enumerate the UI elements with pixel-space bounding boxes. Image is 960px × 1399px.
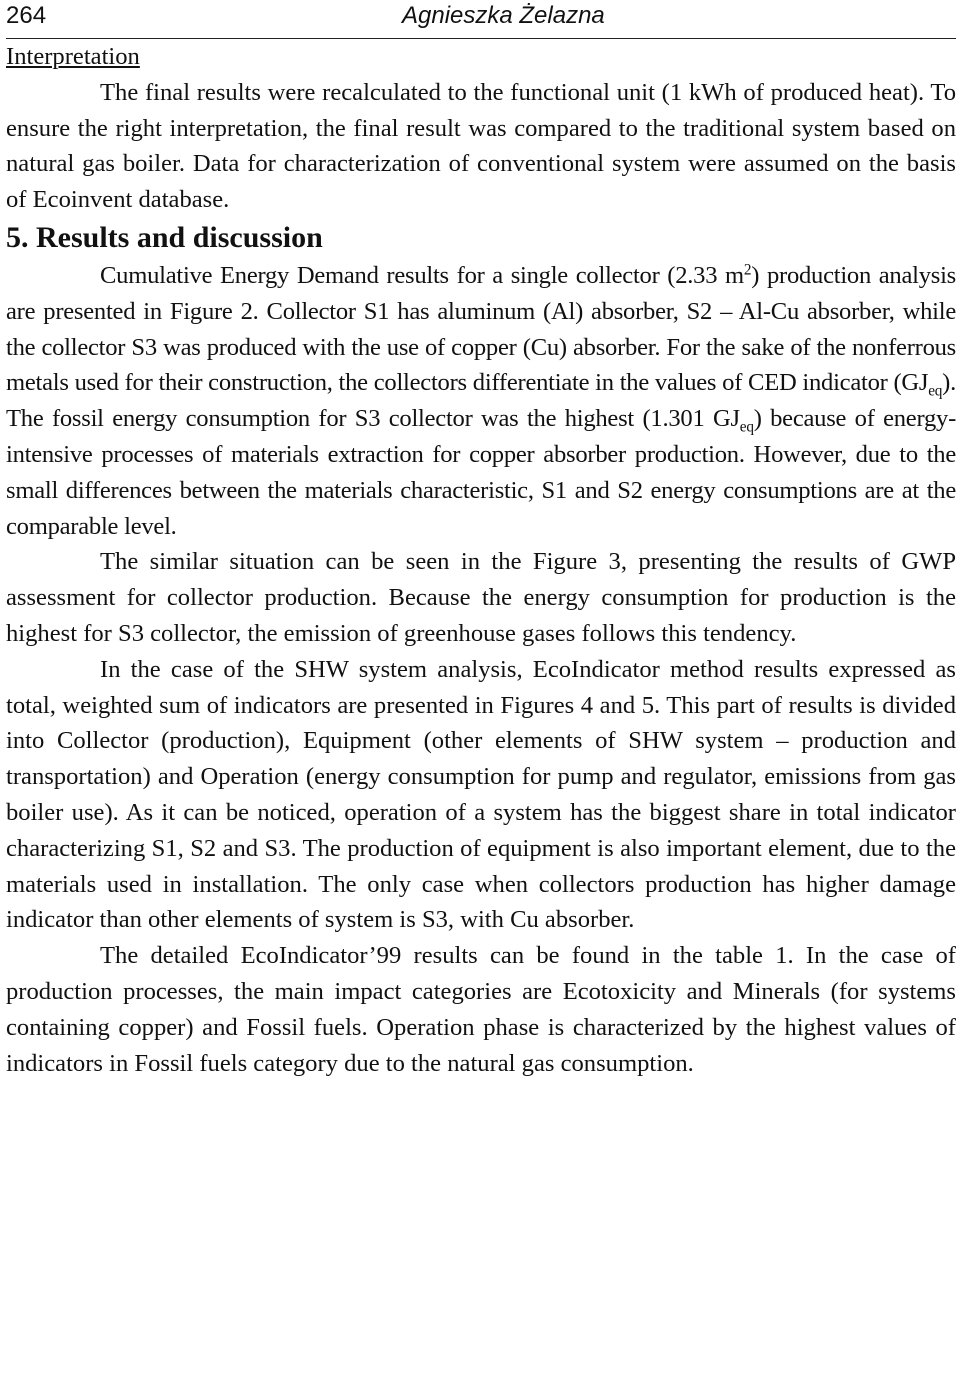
p1-part-c: ). The fossil energy consumption for S3 collector was the highest (1.301 GJ <box>6 369 956 433</box>
p1-superscript: 2 <box>743 261 752 279</box>
p1-subscript-1: eq <box>928 382 943 400</box>
p1-subscript-2: eq <box>739 418 754 436</box>
results-paragraph-3: In the case of the SHW system analysis, EcoIndicator method results expressed as total, weighted sum of indicators are presented in Figures 4 and 5. This part of results is divided into Collector (production), Equipment (other elements of SHW system – production and transportation) and Operation (energy consumption for pump and regulator, emissions from gas boiler use). As it can be noticed, operation of a system has the biggest share in total indicator characterizing S1, S2 and S3. The production of equipment is also important element, due to the materials used in installation. The only case when collectors production has higher damage indicator than other elements of system is S3, with Cu absorber. <box>6 655 956 934</box>
results-paragraph-2: The similar situation can be seen in the Figure 3, presenting the results of GWP assessment for collector production. Because the energy consumption for production is the highest for S3 collector, the emission of greenhouse gases follows this tendency. <box>6 548 956 647</box>
interpretation-label: Interpretation <box>6 43 140 70</box>
running-header <box>6 0 956 39</box>
section-heading: 5. Results and discussion <box>6 220 323 254</box>
results-paragraph-1 <box>6 258 956 544</box>
p1-part-a: Cumulative Energy Demand results for a single collector (2.33 m <box>100 261 744 289</box>
p1-part-d: ) because of energy-intensive processes of materials extraction for copper absorber production. However, due to the small differences between the materials characteristic, S1 and S2 energy consumptions are at the comparable level. <box>6 405 957 540</box>
results-paragraph-4: The detailed EcoIndicator’99 results can be found in the table 1. In the case of production processes, the main impact categories are Ecotoxicity and Minerals (for systems containing copper) and Fossil fuels. Operation phase is characterized by the highest values of indicators in Fossil fuels category due to the natural gas consumption. <box>6 942 956 1077</box>
p1-part-b: ) production analysis are presented in Figure 2. Collector S1 has aluminum (Al) absorber, S2 – Al-Cu absorber, while the collector S3 was produced with the use of copper (Cu) absorber. For the sake of the nonferrous metals used for their construction, the collectors differentiate in the values of CED indicator (GJ <box>6 261 957 397</box>
body-text <box>6 39 956 1081</box>
interpretation-paragraph: The final results were recalculated to the functional unit (1 kWh of produced heat). To ensure the right interpretation, the final result was compared to the traditional system based on natural gas boiler. Data for characterization of conventional system were assumed on the basis of Ecoinvent database. <box>6 78 956 214</box>
running-author: Agnieszka Żelazna <box>402 2 605 29</box>
page-number: 264 <box>6 2 47 29</box>
page <box>6 0 956 1081</box>
